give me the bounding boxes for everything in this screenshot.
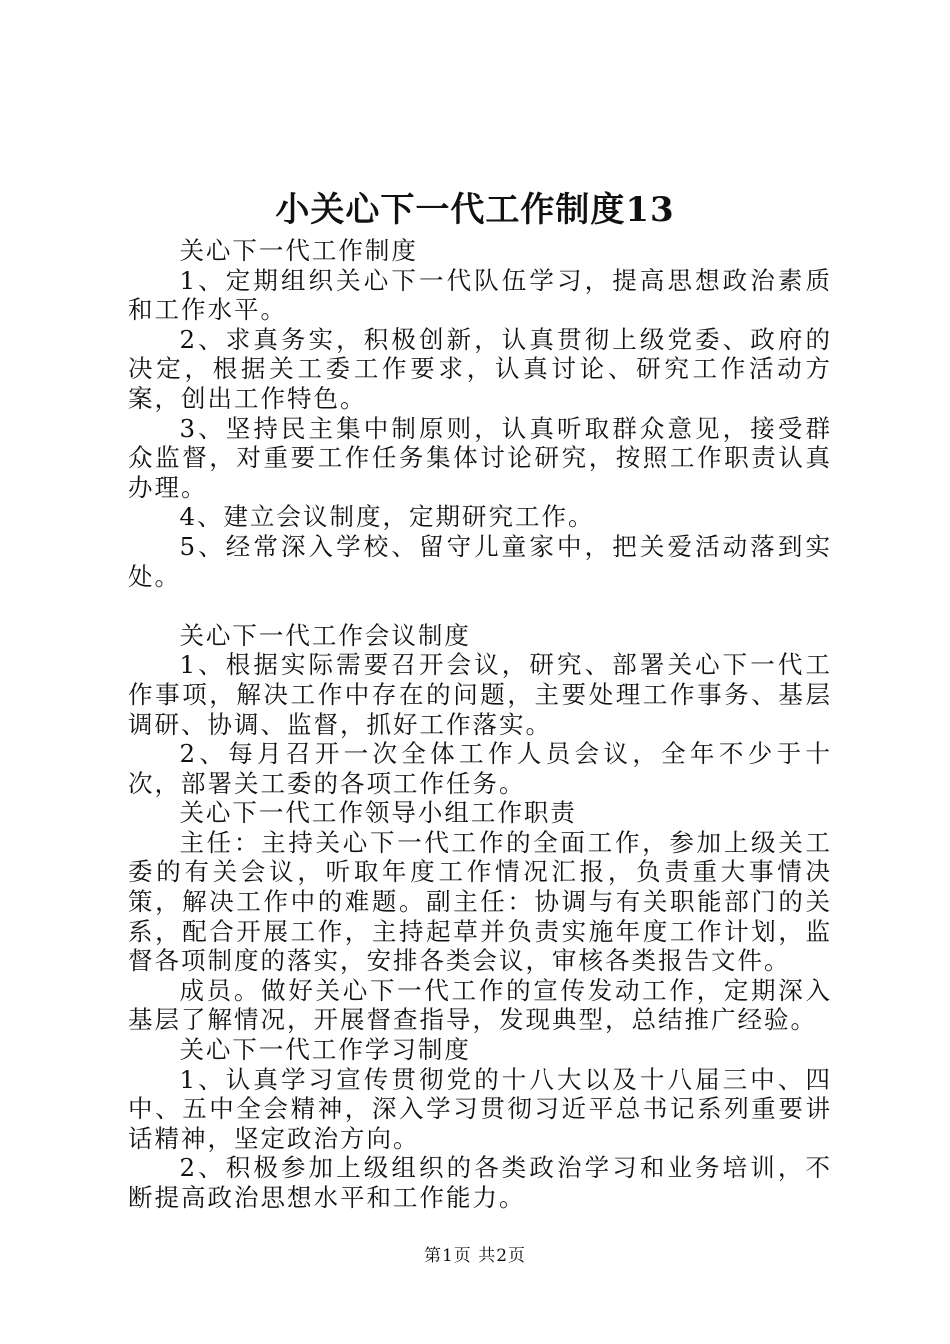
section-heading: 关心下一代工作领导小组工作职责	[179, 798, 577, 828]
paragraph: 3、坚持民主集中制原则，认真听取群众意见，接受群众监督，对重要工作任务集体讨论研究，按照工作职责认真办理。	[128, 413, 832, 502]
document-body	[128, 236, 832, 1213]
section-heading: 关心下一代工作学习制度	[179, 1035, 471, 1065]
paragraph: 1、认真学习宣传贯彻党的十八大以及十八届三中、四中、五中全会精神，深入学习贯彻习近平总书记系列重要讲话精神，坚定政治方向。	[128, 1064, 832, 1153]
paragraph: 1、根据实际需要召开会议，研究、部署关心下一代工作事项，解决工作中存在的问题，主要处理工作事务、基层调研、协调、监督，抓好工作落实。	[128, 650, 832, 739]
page-footer: 第1页 共2页	[423, 1246, 527, 1266]
paragraph: 成员。做好关心下一代工作的宣传发动工作，定期深入基层了解情况，开展督查指导，发现典型，总结推广经验。	[128, 975, 832, 1035]
paragraph: 2、求真务实，积极创新，认真贯彻上级党委、政府的决定，根据关工委工作要求，认真讨论、研究工作活动方案，创出工作特色。	[128, 324, 832, 413]
paragraph: 2、每月召开一次全体工作人员会议，全年不少于十次，部署关工委的各项工作任务。	[128, 739, 832, 798]
paragraph: 4、建立会议制度，定期研究工作。	[179, 502, 595, 532]
paragraph: 2、积极参加上级组织的各类政治学习和业务培训，不断提高政治思想水平和工作能力。	[128, 1153, 832, 1212]
paragraph: 1、定期组织关心下一代队伍学习，提高思想政治素质和工作水平。	[128, 265, 832, 325]
section-heading: 关心下一代工作制度	[179, 236, 418, 265]
paragraph: 5、经常深入学校、留守儿童家中，把关爱活动落到实处。	[128, 531, 832, 591]
section-heading: 关心下一代工作会议制度	[179, 620, 471, 650]
document-title: 小关心下一代工作制度13	[275, 190, 675, 230]
paragraph: 主任：主持关心下一代工作的全面工作，参加上级关工委的有关会议，听取年度工作情况汇报，负责重大事情决策，解决工作中的难题。副主任：协调与有关职能部门的关系，配合开展工作，主持起草并负责实施年度工作计划，监督各项制度的落实，安排各类会议，审核各类报告文件。	[128, 827, 832, 976]
